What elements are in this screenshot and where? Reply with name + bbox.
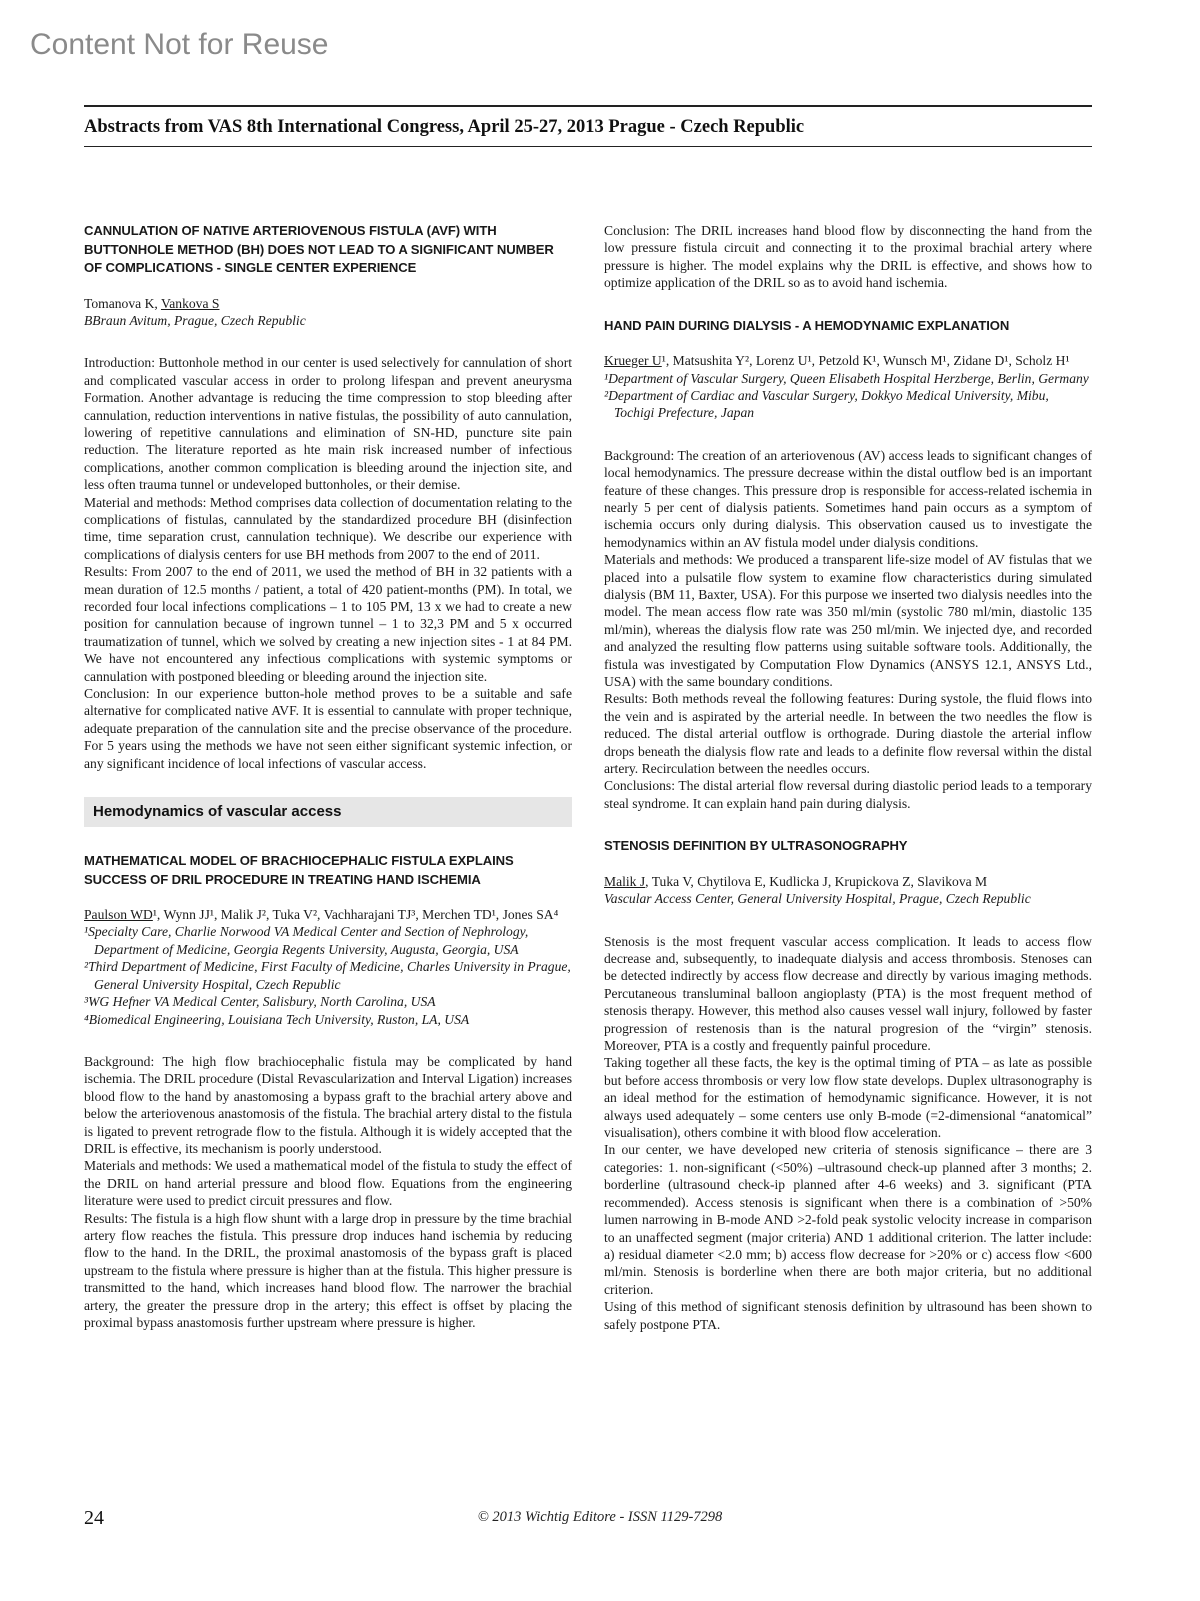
left-column bbox=[84, 222, 572, 1331]
abstract-paragraph: Taking together all these facts, the key is the optimal timing of PTA – as late as possible but before access thrombosis or very low flow state develops. Duplex ultrasonography is an ideal method for the estimation of hemodynamic significance. However, it is not always used adequately – some centers use only B-mode (=2-dimensional “anatomical” visualisation), others combine it with blood flow acceleration. bbox=[604, 1055, 1092, 1141]
affiliation: ²Department of Cardiac and Vascular Surgery, Dokkyo Medical University, Mibu, Tochigi Prefecture, Japan bbox=[604, 387, 1049, 421]
abstract-paragraph: Materials and methods: We used a mathematical model of the fistula to study the effect of the DRIL on hand arterial pressure and blood flow. Equations from the engineering literature were used to predict circuit pressures and flow. bbox=[84, 1158, 573, 1209]
article-title: MATHEMATICAL MODEL OF BRACHIOCEPHALIC FISTULA EXPLAINS SUCCESS OF DRIL PROCEDURE IN TREATING HAND ISCHEMIA bbox=[84, 853, 514, 887]
abstract-paragraph: Results: From 2007 to the end of 2011, we used the method of BH in 32 patients with a mean duration of 12.5 months / patient, a total of 420 patient-months (PM). In total, we recorded four local infections complications – 1 to 105 PM, 13 x we had to create a new position for cannulation because of ingrown tunnel – 1 to 32,3 PM and 5 x occurred traumatization of tunnel, which we solved by creating a new injection sites - 1 at 84 PM. We have not encountered any infectious complications with systemic symptoms or cannulation with postponed bleeding or bleeding around the injection site. bbox=[84, 564, 572, 684]
affiliation: BBraun Avitum, Prague, Czech Republic bbox=[84, 312, 306, 328]
right-column bbox=[604, 222, 1092, 1333]
author-list: ¹, Wynn JJ¹, Malik J², Tuka V², Vachharajani TJ³, Merchen TD¹, Jones SA⁴ bbox=[152, 907, 559, 923]
abstract-paragraph: Background: The high flow brachiocephalic fistula may be complicated by hand ischemia. The DRIL procedure (Distal Revascularization and Interval Ligation) increases blood flow to the hand by anastomosing a bypass graft to the brachial artery above and below the arteriovenous anastomosis of the fistula. The brachial artery distal to the fistula is ligated to prevent retrograde flow to the fistula. Although it is widely accepted that the DRIL is effective, its mechanism is poorly understood. bbox=[84, 1053, 572, 1156]
affiliation: Vascular Access Center, General University Hospital, Prague, Czech Republic bbox=[604, 891, 1031, 907]
abstract-paragraph: In our center, we have developed new criteria of stenosis significance – there are 3 categories: 1. non-significant (<50%) –ultrasound check-up planned after 3 months; 2. borderline (ultrasound check-ip planned after 4-6 weeks) and 3. significant (PTA recommended). Access stenosis is significant when there is a combination of >50% lumen narrowing in B-mode AND >2-fold peak systolic velocity increase in comparison to an unaffected segment (major criteria) AND 1 additional criterion. The latter include: a) residual diameter <2.0 mm; b) access flow decrease for >20% or c) access flow <600 ml/min. Stenosis is borderline when there are both major criteria, but no additional criterion. bbox=[604, 1142, 1092, 1297]
section-heading: Hemodynamics of vascular access bbox=[84, 797, 572, 827]
header-rule-top bbox=[84, 105, 1092, 107]
affiliation: ¹Specialty Care, Charlie Norwood VA Medical Center and Section of Nephrology, Department of Medicine, Georgia Regents University, Augusta, Georgia, USA bbox=[84, 924, 529, 957]
affiliation: ³WG Hefner VA Medical Center, Salisbury, North Carolina, USA bbox=[84, 994, 436, 1010]
abstract-paragraph: Conclusion: In our experience button-hole method proves to be a suitable and safe alternative for complicated native AVF. It is essential to cannulate with proper technique, adequate preparation of the cannulation site and the precise observance of the procedure. For 5 years using the methods we have not seen either significant systemic infection, or any significant incidence of local infections of vascular access. bbox=[84, 686, 572, 771]
abstract-paragraph: Conclusion: The DRIL increases hand blood flow by disconnecting the hand from the low pressure fistula circuit and connecting it to the proximal brachial artery where pressure is higher. The model explains why the DRIL is effective, and shows how to optimize application of the DRIL so as to avoid hand ischemia. bbox=[604, 223, 1092, 291]
author-list: ¹, Matsushita Y², Lorenz U¹, Petzold K¹, Wunsch M¹, Zidane D¹, Scholz H¹ bbox=[661, 353, 1070, 369]
abstract-paragraph: Results: Both methods reveal the following features: During systole, the fluid flows into the vein and is aspirated by the arterial needle. In between the two needles the flow is reduced. The distal arterial outflow is orthograde. During diastole the arterial inflow drops beneath the dialysis flow rate and leads to a definite flow reversal within the distal artery. Recirculation between the needles occurs. bbox=[604, 691, 1092, 777]
abstract-paragraph: Conclusions: The distal arterial flow reversal during diastolic period leads to a temporary steal syndrome. It can explain hand pain during dialysis. bbox=[604, 778, 1092, 811]
article-title: STENOSIS DEFINITION BY ULTRASONOGRAPHY bbox=[604, 838, 908, 854]
affiliation: ⁴Biomedical Engineering, Louisiana Tech University, Ruston, LA, USA bbox=[84, 1011, 470, 1027]
presenting-author: Krueger U bbox=[604, 353, 662, 369]
abstract-paragraph: Material and methods: Method comprises data collection of documentation relating to the complications of fistulas, cannulated by the standardized procedure BH (disinfection time, time separation crust, cannulation technique). We describe our experience with complications of dialysis centers for use BH methods from 2007 to the end of 2011. bbox=[84, 494, 572, 562]
article-authors bbox=[604, 352, 1092, 369]
abstract-paragraph: Results: The fistula is a high flow shunt with a large drop in pressure by the time brachial artery flow reaches the fistula. This pressure drop induces hand ischemia by reducing flow to the hand. In the DRIL, the proximal anastomosis of the bypass graft is placed upstream to the fistula where pressure is higher than at the fistula. This higher pressure is transmitted to the hand, which increases hand blood flow. The narrower the brachial artery, the greater the pressure drop in the artery; this effect is offset by placing the proximal bypass anastomosis further upstream where pressure is higher. bbox=[84, 1210, 572, 1330]
header-rule-bottom bbox=[84, 146, 1092, 147]
presenting-author: Paulson WD bbox=[84, 907, 153, 923]
abstract-paragraph: Background: The creation of an arteriovenous (AV) access leads to significant changes of local hemodynamics. The pressure decrease within the distal outflow bed is an important feature of these changes. This pressure drop is responsible for access-related ischemia in nearly 5 per cent of dialysis patients. Sometimes hand pain occurs as a symptom of ischemia occurs only during dialysis. This observation caused us to investigate the hemodynamics within an AV fistula model under dialysis conditions. bbox=[604, 447, 1092, 550]
page-number: 24 bbox=[84, 1507, 104, 1529]
abstract-paragraph: Introduction: Buttonhole method in our center is used selectively for cannulation of short and complicated vascular access in order to prolong lifespan and prevent aneurysma Formation. Another advantage is reducing the time compression to stop bleeding after cannulation, reduction interventions in native fistulas, the possibility of auto cannulation, lowering of repetitive cannulations and elimination of SN-HD, puncture site pain reduction. The literature reported as hte main risk increased number of infectious complications, another common complication is bleeding around the injection site, and less often trauma tunnel or undeveloped buttonholes, or their demise. bbox=[84, 355, 572, 493]
abstract-paragraph: Stenosis is the most frequent vascular access complication. It leads to access flow decrease and, subsequently, to inadequate dialysis and access thrombosis. Stenoses can be detected indirectly by access flow decrease and directly by various imaging methods. Percutaneous transluminal balloon angioplasty (PTA) is the most frequent method of stenosis therapy. However, this method also causes vessel wall injury, followed by faster progression of restenosis than is the natural progresion of the “virgin” stenosis. Moreover, PTA is a costly and frequently painful procedure. bbox=[604, 933, 1092, 1054]
article-authors bbox=[84, 906, 572, 923]
abstract-paragraph: Materials and methods: We produced a transparent life-size model of AV fistulas that we placed into a pulsatile flow system to examine flow characteristics during simulated dialysis (BM 11, Baxter, USA). For this purpose we inserted two dialysis needles into the model. The mean access flow rate was 350 ml/min (systolic 780 ml/min, diastolic 135 ml/min), whereas the dialysis flow rate was 250 ml/min. We injected dye, and recorded and analyzed the resulting flow patterns using suitable software tools. Additionally, the fistula was investigated by Computation Flow Dynamics (ANSYS 12.1, ANSYS Ltd., USA) with the same boundary conditions. bbox=[604, 552, 1092, 690]
footer-copyright: © 2013 Wichtig Editore - ISSN 1129-7298 bbox=[477, 1509, 723, 1525]
presenting-author: Vankova S bbox=[160, 295, 220, 311]
running-header: Abstracts from VAS 8th International Congress, April 25-27, 2013 Prague - Czech Republic bbox=[84, 117, 805, 137]
article-authors bbox=[604, 873, 1092, 890]
abstract-paragraph: Using of this method of significant stenosis definition by ultrasound has been shown to safely postpone PTA. bbox=[604, 1299, 1092, 1332]
affiliation: ¹Department of Vascular Surgery, Queen Elisabeth Hospital Herzberge, Berlin, Germany bbox=[604, 370, 1089, 386]
author-list: , Tuka V, Chytilova E, Kudlicka J, Krupickova Z, Slavikova M bbox=[645, 873, 988, 889]
article-authors bbox=[84, 295, 572, 312]
presenting-author: Malik J bbox=[604, 873, 646, 889]
author: Tomanova K, bbox=[84, 295, 161, 311]
affiliation: ²Third Department of Medicine, First Faculty of Medicine, Charles University in Prague, General University Hospital, Czech Republic bbox=[84, 959, 571, 992]
article-title: HAND PAIN DURING DIALYSIS - A HEMODYNAMIC EXPLANATION bbox=[604, 317, 1010, 333]
article-title: CANNULATION OF NATIVE ARTERIOVENOUS FISTULA (AVF) WITH BUTTONHOLE METHOD (BH) DOES NOT LEAD TO A SIGNIFICANT NUMBER OF COMPLICATIONS - SINGLE CENTER EXPERIENCE bbox=[84, 223, 554, 275]
watermark: Content Not for Reuse bbox=[30, 28, 329, 61]
